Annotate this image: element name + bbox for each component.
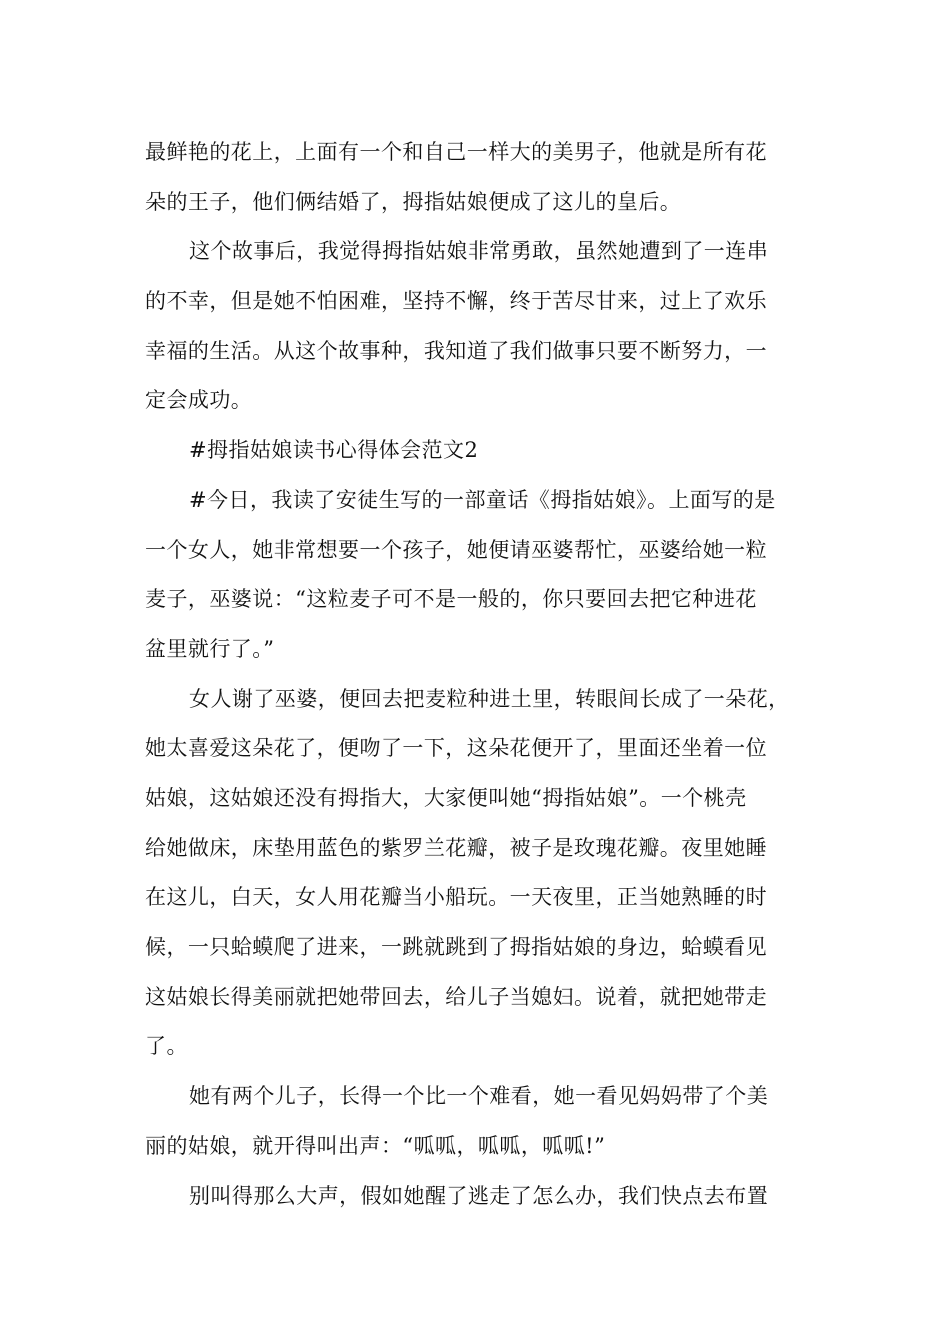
text-line: 女人谢了巫婆，便回去把麦粒种进土里，转眼间长成了一朵花， xyxy=(189,687,790,711)
text-line: 别叫得那么大声，假如她醒了逃走了怎么办，我们快点去布置 xyxy=(189,1184,769,1208)
text-line: 她有两个儿子，长得一个比一个难看，她一看见妈妈带了个美 xyxy=(189,1084,769,1108)
text-line: 盆里就行了。” xyxy=(145,637,275,661)
text-line: 这个故事后，我觉得拇指姑娘非常勇敢，虽然她遭到了一连串 xyxy=(189,239,769,263)
text-line: 这姑娘长得美丽就把她带回去，给儿子当媳妇。说着，就把她带走 xyxy=(145,985,768,1009)
text-line: 丽的姑娘，就开得叫出声：“呱呱，呱呱，呱呱!” xyxy=(145,1134,606,1158)
text-line: 姑娘，这姑娘还没有拇指大，大家便叫她“拇指姑娘”。一个桃壳 xyxy=(145,786,747,810)
text-line: 她太喜爱这朵花了，便吻了一下，这朵花便开了，里面还坐着一位 xyxy=(145,736,768,760)
text-line: 了。 xyxy=(145,1034,188,1058)
text-line: 在这儿，白天，女人用花瓣当小船玩。一天夜里，正当她熟睡的时 xyxy=(145,885,768,909)
text-line: 朵的王子，他们俩结婚了，拇指姑娘便成了这儿的皇后。 xyxy=(145,190,682,214)
text-line: 定会成功。 xyxy=(145,388,253,412)
text-line: 一个女人，她非常想要一个孩子，她便请巫婆帮忙，巫婆给她一粒 xyxy=(145,538,768,562)
text-line: 幸福的生活。从这个故事种，我知道了我们做事只要不断努力，一 xyxy=(145,339,768,363)
text-line: 最鲜艳的花上，上面有一个和自己一样大的美男子，他就是所有花 xyxy=(145,140,768,164)
text-line: 给她做床，床垫用蓝色的紫罗兰花瓣，被子是玫瑰花瓣。夜里她睡 xyxy=(145,836,768,860)
text-line: 麦子，巫婆说：“这粒麦子可不是一般的，你只要回去把它种进花 xyxy=(145,587,757,611)
text-line: #今日，我读了安徒生写的一部童话《拇指姑娘》。上面写的是 xyxy=(189,488,776,512)
text-line: 候，一只蛤蟆爬了进来，一跳就跳到了拇指姑娘的身边，蛤蟆看见 xyxy=(145,935,768,959)
text-line: 的不幸，但是她不怕困难，坚持不懈，终于苦尽甘来，过上了欢乐 xyxy=(145,289,768,313)
section-heading: #拇指姑娘读书心得体会范文2 xyxy=(189,438,479,462)
